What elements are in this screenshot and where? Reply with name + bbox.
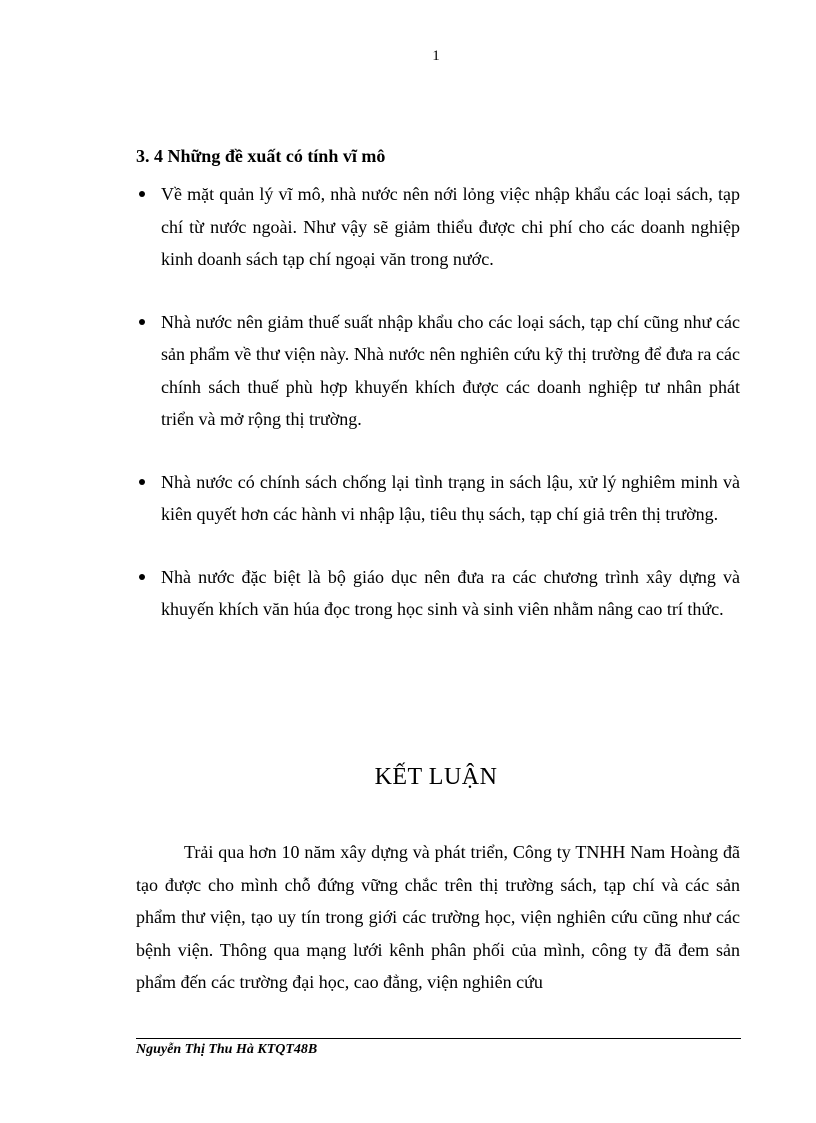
conclusion-paragraph: Trải qua hơn 10 năm xây dựng và phát triển, Công ty TNHH Nam Hoàng đã tạo được cho mình chỗ đứng vững chắc trên thị trường sách, tạp chí và các sản phẩm thư viện, tạo uy tín trong giới các trường học, viện nghiên cứu cũng như các bệnh viện. Thông qua mạng lưới kênh phân phối của mình, công ty đã đem sản phẩm đến các trường đại học, cao đẳng, viện nghiên cứu: [136, 842, 740, 992]
footer-divider: [136, 1038, 741, 1039]
bullet-item: [136, 178, 740, 276]
bullet-item: [136, 466, 740, 531]
bullet-dot-icon: [139, 574, 145, 580]
section-heading: 3. 4 Những đề xuất có tính vĩ mô: [136, 146, 386, 166]
bullet-text: Nhà nước đặc biệt là bộ giáo dục nên đưa ra các chương trình xây dựng và khuyến khích văn húa đọc trong học sinh và sinh viên nhằm nâng cao trí thức.: [161, 566, 740, 619]
bullet-text: Về mặt quản lý vĩ mô, nhà nước nên nới lỏng việc nhập khẩu các loại sách, tạp chí từ nước ngoài. Như vậy sẽ giảm thiểu được chi phí cho các doanh nghiệp kinh doanh sách tạp chí ngoại văn trong nước.: [161, 184, 740, 269]
bullet-dot-icon: [139, 191, 145, 197]
page-number: 1: [432, 48, 440, 64]
bullet-dot-icon: [139, 479, 145, 485]
bullet-text: Nhà nước nên giảm thuế suất nhập khẩu cho các loại sách, tạp chí cũng như các sản phẩm về thư viện này. Nhà nước nên nghiên cứu kỹ thị trường để đưa ra các chính sách thuế phù hợp khuyến khích được các doanh nghiệp tư nhân phát triển và mở rộng thị trường.: [161, 311, 740, 429]
bullet-item: [136, 561, 740, 626]
bullet-dot-icon: [139, 319, 145, 325]
conclusion-title: KẾT LUẬN: [374, 764, 498, 790]
bullet-text: Nhà nước có chính sách chống lại tình trạng in sách lậu, xử lý nghiêm minh và kiên quyết hơn các hành vi nhập lậu, tiêu thụ sách, tạp chí giả trên thị trường.: [161, 471, 740, 524]
footer-author: Nguyễn Thị Thu Hà KTQT48B: [136, 1042, 318, 1057]
proposal-bullet-list: [136, 178, 740, 656]
bullet-item: [136, 306, 740, 436]
